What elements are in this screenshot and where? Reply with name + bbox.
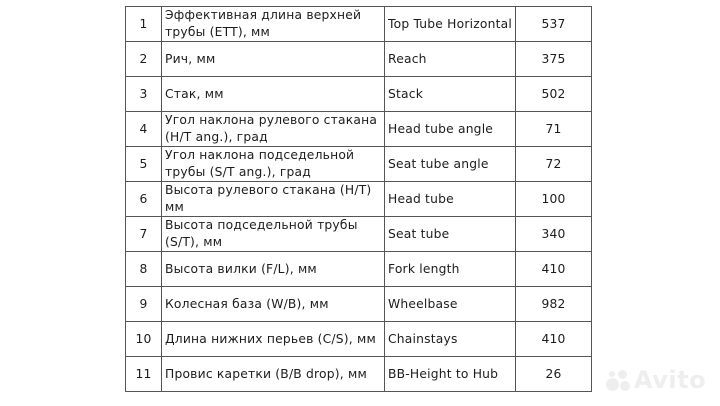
row-number: 8 xyxy=(126,252,162,287)
geometry-table xyxy=(125,6,592,392)
row-number: 7 xyxy=(126,217,162,252)
table-row xyxy=(126,147,592,182)
param-name-en: Stack xyxy=(385,77,516,112)
param-value: 26 xyxy=(516,357,592,392)
param-value: 410 xyxy=(516,322,592,357)
param-name-ru: Рич, мм xyxy=(162,42,385,77)
param-name-en: Top Tube Horizontal xyxy=(385,7,516,42)
param-name-en: Seat tube angle xyxy=(385,147,516,182)
param-name-ru: Угол наклона рулевого стакана (H/T ang.), град xyxy=(162,112,385,147)
param-name-ru: Угол наклона подседельной трубы (S/T ang.), град xyxy=(162,147,385,182)
row-number: 4 xyxy=(126,112,162,147)
table-row xyxy=(126,217,592,252)
row-number: 3 xyxy=(126,77,162,112)
param-name-en: Head tube xyxy=(385,182,516,217)
row-number: 5 xyxy=(126,147,162,182)
param-name-en: Reach xyxy=(385,42,516,77)
row-number: 9 xyxy=(126,287,162,322)
avito-dots-icon xyxy=(606,369,632,391)
param-name-en: Chainstays xyxy=(385,322,516,357)
table-row xyxy=(126,77,592,112)
param-name-ru: Высота подседельной трубы (S/T), мм xyxy=(162,217,385,252)
row-number: 11 xyxy=(126,357,162,392)
watermark-text: Avito xyxy=(634,366,707,394)
param-value: 72 xyxy=(516,147,592,182)
param-name-ru: Длина нижних перьев (C/S), мм xyxy=(162,322,385,357)
param-value: 375 xyxy=(516,42,592,77)
param-value: 982 xyxy=(516,287,592,322)
param-name-ru: Эффективная длина верхней трубы (ETT), мм xyxy=(162,7,385,42)
param-name-ru: Высота вилки (F/L), мм xyxy=(162,252,385,287)
row-number: 1 xyxy=(126,7,162,42)
table-row xyxy=(126,322,592,357)
table-row xyxy=(126,182,592,217)
param-name-ru: Высота рулевого стакана (H/T) мм xyxy=(162,182,385,217)
param-name-ru: Колесная база (W/B), мм xyxy=(162,287,385,322)
table-row xyxy=(126,357,592,392)
param-value: 100 xyxy=(516,182,592,217)
param-name-ru: Стак, мм xyxy=(162,77,385,112)
row-number: 6 xyxy=(126,182,162,217)
row-number: 10 xyxy=(126,322,162,357)
param-value: 71 xyxy=(516,112,592,147)
param-value: 537 xyxy=(516,7,592,42)
avito-watermark xyxy=(606,366,706,394)
param-name-en: Head tube angle xyxy=(385,112,516,147)
param-name-en: Fork length xyxy=(385,252,516,287)
param-name-en: Wheelbase xyxy=(385,287,516,322)
param-name-en: BB-Height to Hub xyxy=(385,357,516,392)
param-name-ru: Провис каретки (B/B drop), мм xyxy=(162,357,385,392)
param-name-en: Seat tube xyxy=(385,217,516,252)
table-row xyxy=(126,112,592,147)
row-number: 2 xyxy=(126,42,162,77)
table-row xyxy=(126,287,592,322)
table-row xyxy=(126,252,592,287)
param-value: 502 xyxy=(516,77,592,112)
param-value: 340 xyxy=(516,217,592,252)
table-row xyxy=(126,7,592,42)
table-row xyxy=(126,42,592,77)
param-value: 410 xyxy=(516,252,592,287)
